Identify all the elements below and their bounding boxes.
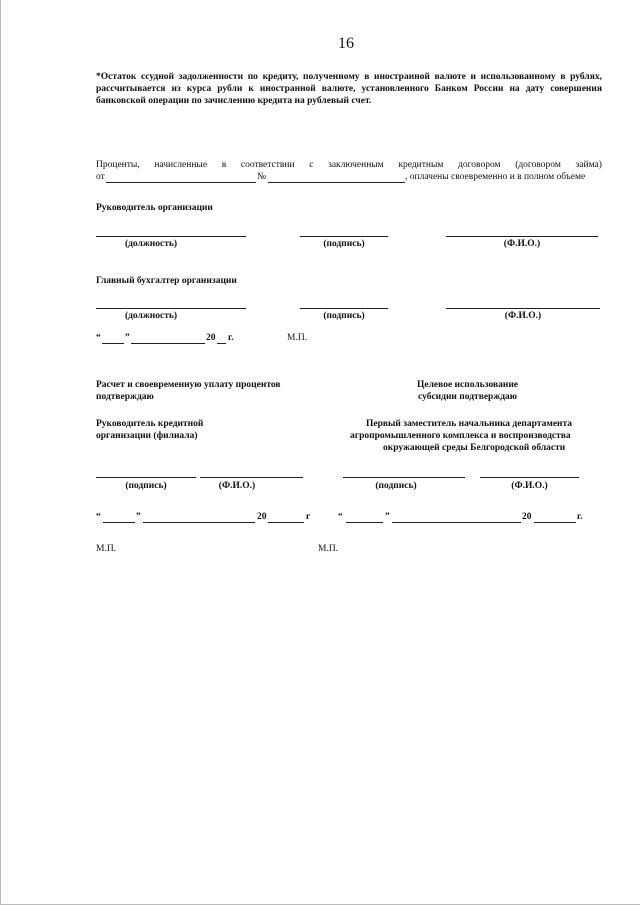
interest-word: заключенным xyxy=(328,160,384,170)
interest-word: займа) xyxy=(575,160,602,170)
date-year-field[interactable] xyxy=(217,343,226,344)
subsidy-confirm-line-1: Целевое использование xyxy=(417,380,519,390)
accountant-position-field[interactable] xyxy=(96,308,246,309)
head-signature-caption: (подпись) xyxy=(323,239,365,249)
deputy-date-year-field[interactable] xyxy=(534,522,576,523)
bank-date-month-field[interactable] xyxy=(143,522,255,523)
interest-word: соответствии xyxy=(240,160,295,170)
interest-word: с xyxy=(309,160,314,170)
interest-word: начисленные xyxy=(154,160,208,170)
deputy-date-year-prefix: 20 xyxy=(522,512,532,522)
deputy-date-open-quote: “ xyxy=(338,512,343,522)
interest-word: договором xyxy=(458,160,501,170)
bank-date-year-suffix: г xyxy=(306,512,311,522)
bank-head-name-field[interactable] xyxy=(200,477,303,478)
deputy-signature-caption: (подпись) xyxy=(375,481,417,491)
bank-stamp-place-label: М.П. xyxy=(96,544,117,554)
bank-date-close-quote: ” xyxy=(136,512,141,522)
interest-word: кредитным xyxy=(398,160,444,170)
head-position-caption: (должность) xyxy=(124,239,178,249)
contract-number-sign: № xyxy=(257,172,267,182)
bank-head-signature-field[interactable] xyxy=(96,477,196,478)
head-position-field[interactable] xyxy=(96,236,246,237)
deputy-name-field[interactable] xyxy=(480,477,579,478)
bank-date-year-field[interactable] xyxy=(268,522,304,523)
bank-head-role-line-1: Руководитель кредитной xyxy=(96,419,204,429)
subsidy-confirm-line-2: субсидии подтверждаю xyxy=(418,392,518,402)
interest-confirm-line-2: подтверждаю xyxy=(96,392,154,402)
deputy-date-close-quote: ” xyxy=(385,512,390,522)
bank-head-role-line-2: организации (филиала) xyxy=(96,431,198,441)
deputy-role-line-2: агропромышленного комплекса и воспроизводства xyxy=(350,431,571,441)
accountant-signature-field[interactable] xyxy=(300,308,388,309)
date-year-prefix: 20 xyxy=(206,333,216,343)
interest-statement-line-1 xyxy=(96,160,602,172)
contract-number-field[interactable] xyxy=(268,182,405,183)
footnote-line-1: *Остаток ссудной задолженности по кредиту, полученному в иностранной валюте и использованному в рублях, xyxy=(96,72,602,82)
accountant-position-caption: (должность) xyxy=(124,311,178,321)
interest-word: (договором xyxy=(515,160,561,170)
contract-from-label: от xyxy=(96,172,105,182)
date-year-suffix: г. xyxy=(228,333,234,343)
page-number: 16 xyxy=(338,35,354,52)
date-close-quote: ” xyxy=(125,333,130,343)
deputy-date-day-field[interactable] xyxy=(346,522,383,523)
head-name-field[interactable] xyxy=(446,236,598,237)
date-open-quote: “ xyxy=(96,333,101,343)
interest-statement-tail: , оплачены своевременно и в полном объеме xyxy=(405,172,586,182)
date-month-field[interactable] xyxy=(131,343,205,344)
bank-head-name-caption: (Ф.И.О.) xyxy=(218,481,256,491)
interest-word: Проценты, xyxy=(96,160,140,170)
deputy-role-line-3: окружающей среды Белгородской области xyxy=(383,443,566,453)
deputy-signature-field[interactable] xyxy=(343,477,465,478)
footnote-line-3: банковской операции по зачислению кредита на рублевый счет. xyxy=(96,96,372,106)
deputy-role-line-1: Первый заместитель начальника департамента xyxy=(366,419,573,429)
head-signature-field[interactable] xyxy=(300,236,388,237)
bank-head-signature-caption: (подпись) xyxy=(125,481,167,491)
accountant-name-caption: (Ф.И.О.) xyxy=(504,311,542,321)
bank-date-open-quote: “ xyxy=(96,512,101,522)
accountant-name-field[interactable] xyxy=(446,308,600,309)
bank-date-day-field[interactable] xyxy=(103,522,135,523)
interest-confirm-line-1: Расчет и своевременную уплату процентов xyxy=(96,380,281,390)
bank-date-year-prefix: 20 xyxy=(257,512,267,522)
accountant-signature-caption: (подпись) xyxy=(323,311,365,321)
contract-date-field[interactable] xyxy=(106,182,256,183)
stamp-place-label: М.П. xyxy=(287,333,308,343)
deputy-date-month-field[interactable] xyxy=(392,522,521,523)
deputy-stamp-place-label: М.П. xyxy=(318,544,339,554)
accountant-title: Главный бухгалтер организации xyxy=(96,276,237,286)
date-day-field[interactable] xyxy=(102,343,124,344)
footnote-line-2: рассчитывается из курса рубли к иностранной валюте, установленного Банком России на дату совершения xyxy=(96,84,602,94)
interest-word: в xyxy=(221,160,227,170)
deputy-name-caption: (Ф.И.О.) xyxy=(511,481,548,491)
deputy-date-year-suffix: г. xyxy=(577,512,583,522)
head-title: Руководитель организации xyxy=(96,203,213,213)
head-name-caption: (Ф.И.О.) xyxy=(503,239,541,249)
